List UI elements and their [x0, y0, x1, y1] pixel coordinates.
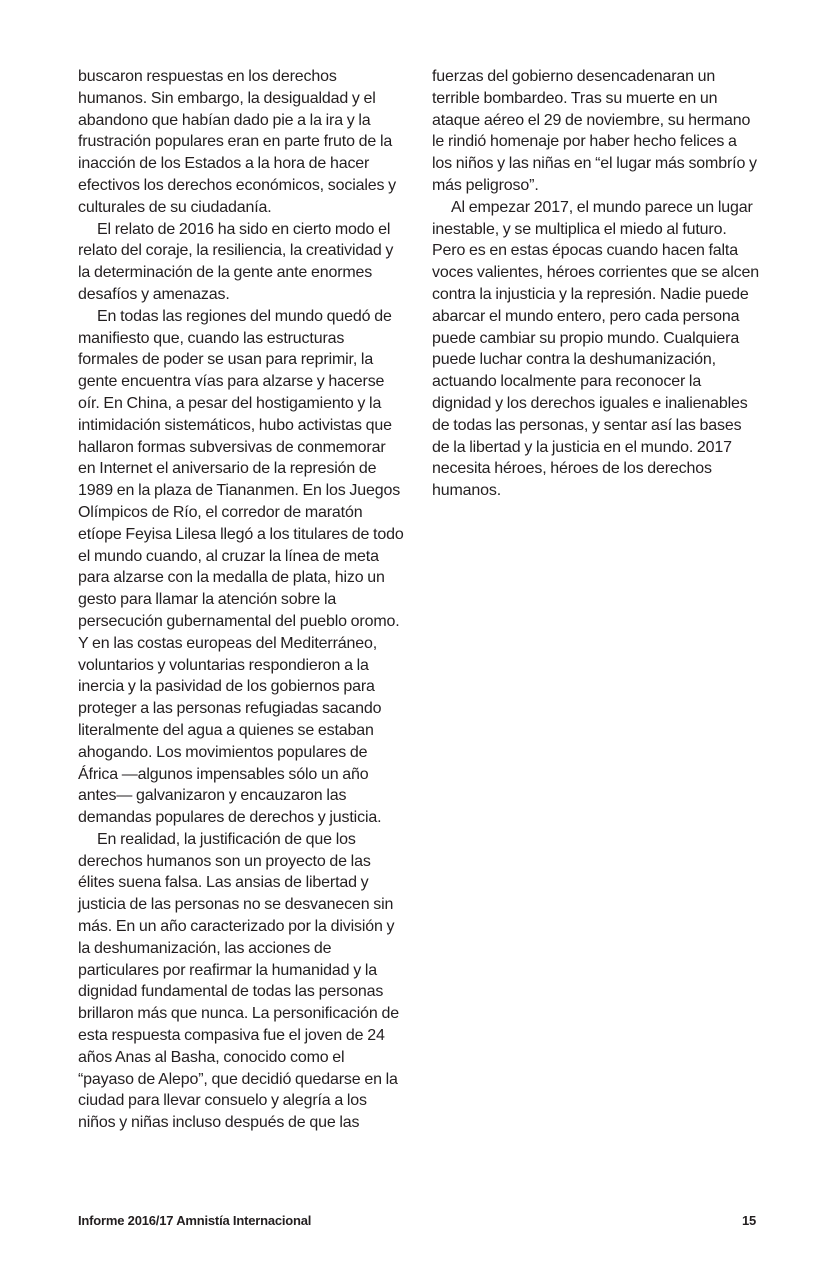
page-number: 15: [741, 1213, 756, 1228]
right-column: [432, 66, 760, 502]
paragraph: El relato de 2016 ha sido en cierto modo el relato del coraje, la resiliencia, la creatividad y la determinación de la gente ante enormes desafíos y amenazas.: [78, 220, 394, 303]
paragraph: buscaron respuestas en los derechos humanos. Sin embargo, la desigualdad y el abandono que habían dado pie a la ira y la frustración populares eran en parte fruto de la inacción de los Estados a la hora de hacer efectivos los derechos económicos, sociales y culturales de su ciudadanía.: [78, 68, 397, 216]
paragraph: En realidad, la justificación de que los derechos humanos son un proyecto de las élites suena falsa. Las ansias de libertad y justicia de las personas no se desvanecen sin más. En un año caracterizado por la división y la deshumanización, las acciones de particulares por reafirmar la humanidad y la dignidad fundamental de todas las personas brillaron más que nunca. La personificación de esta respuesta compasiva fue el joven de 24 años Anas al Basha, conocido como el “payaso de Alepo”, que decidió quedarse en la ciudad para llevar consuelo y alegría a los niños y niñas incluso después de que las: [78, 830, 399, 1132]
publication-title: Informe 2016/17 Amnistía Internacional: [78, 1213, 312, 1228]
paragraph: En todas las regiones del mundo quedó de manifiesto que, cuando las estructuras formales de poder se usan para reprimir, la gente encuentra vías para alzarse y hacerse oír. En China, a pesar del hostigamiento y la intimidación sistemáticos, hubo activistas que hallaron formas subversivas de conmemorar en Internet el aniversario de la represión de 1989 en la plaza de Tiananmen. En los Juegos Olímpicos de Río, el corredor de maratón etíope Feyisa Lilesa llegó a los titulares de todo el mundo cuando, al cruzar la línea de meta para alzarse con la medalla de plata, hizo un gesto para llamar la atención sobre la persecución gubernamental del pueblo oromo. Y en las costas europeas del Mediterráneo, voluntarios y voluntarias respondieron a la inercia y la pasividad de los gobiernos para proteger a las personas refugiadas sacando literalmente del agua a quienes se estaban ahogando. Los movimientos populares de África —algunos impensables sólo un año antes— galvanizaron y encauzaron las demandas populares de derechos y justicia.: [78, 307, 404, 827]
paragraph: fuerzas del gobierno desencadenaran un terrible bombardeo. Tras su muerte en un ataque aéreo el 29 de noviembre, su hermano le rindió homenaje por haber hecho felices a los niños y las niñas en “el lugar más sombrío y más peligroso”.: [432, 68, 757, 194]
left-column: [78, 66, 404, 1134]
page-footer: [78, 1213, 756, 1231]
paragraph: Al empezar 2017, el mundo parece un lugar inestable, y se multiplica el miedo al futuro. Pero es en estas épocas cuando hacen falta voces valientes, héroes corrientes que se alcen contra la injusticia y la represión. Nadie puede abarcar el mundo entero, pero cada persona puede cambiar su propio mundo. Cualquiera puede luchar contra la deshumanización, actuando localmente para reconocer la dignidad y los derechos iguales e inalienables de todas las personas, y sentar así las bases de la libertad y la justicia en el mundo. 2017 necesita héroes, héroes de los derechos humanos.: [432, 198, 760, 500]
